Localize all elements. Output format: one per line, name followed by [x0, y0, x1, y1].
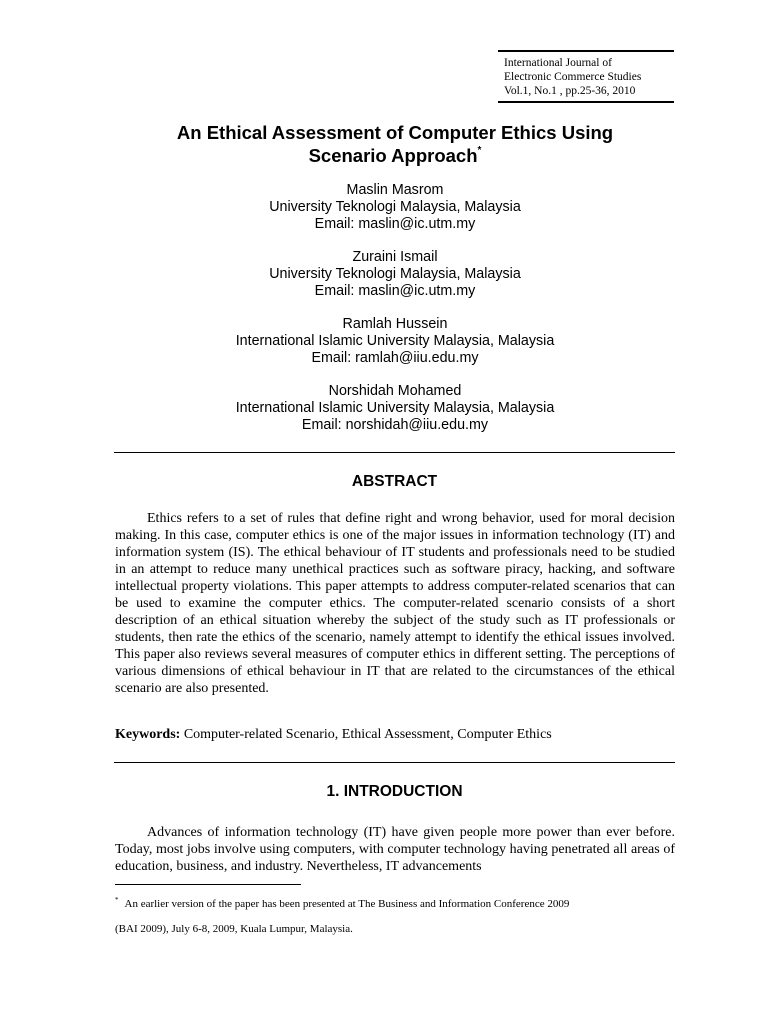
introduction-text: Advances of information technology (IT) have given people more power than ever before. Today, most jobs involve using computers, with computer technology having penetrated all areas of education, business, and industry. Nevertheless, IT advancements [115, 825, 675, 874]
author-block [120, 316, 670, 367]
journal-name-line1: International Journal of [504, 57, 612, 69]
author-name: Zuraini Ismail [352, 249, 438, 265]
introduction-heading: 1. INTRODUCTION [326, 783, 463, 800]
author-name: Maslin Masrom [346, 182, 444, 198]
author-email: Email: norshidah@iiu.edu.my [301, 417, 489, 433]
footnote-line1 [115, 892, 675, 917]
footnote-rule [115, 884, 301, 885]
author-name: Ramlah Hussein [342, 316, 448, 332]
footnote-line1-text: An earlier version of the paper has been presented at The Business and Information Conference 2009 [124, 898, 570, 910]
author-affiliation: University Teknologi Malaysia, Malaysia [269, 266, 521, 282]
journal-citation-box [498, 50, 674, 103]
author-affiliation: University Teknologi Malaysia, Malaysia [269, 199, 521, 215]
author-list [120, 182, 670, 450]
author-block [120, 249, 670, 300]
author-email: Email: maslin@ic.utm.my [314, 216, 476, 232]
journal-volume-line: Vol.1, No.1 , pp.25-36, 2010 [504, 85, 636, 97]
keywords [115, 726, 675, 743]
journal-name-line2: Electronic Commerce Studies [504, 71, 642, 83]
author-affiliation: International Islamic University Malaysia, Malaysia [235, 400, 555, 416]
keywords-label: Keywords: [115, 727, 181, 742]
author-email: Email: maslin@ic.utm.my [314, 283, 476, 299]
title-line2 [120, 144, 670, 167]
footnote-mark: * [115, 896, 119, 904]
title-line1: An Ethical Assessment of Computer Ethics Using [176, 122, 614, 143]
abstract-heading: ABSTRACT [351, 473, 438, 490]
author-block [120, 383, 670, 434]
title-footnote-mark: * [477, 145, 482, 156]
author-affiliation: International Islamic University Malaysia, Malaysia [235, 333, 555, 349]
keywords-text: Computer-related Scenario, Ethical Assessment, Computer Ethics [183, 727, 552, 742]
title-line2-text: Scenario Approach [308, 145, 478, 166]
author-name: Norshidah Mohamed [328, 383, 462, 399]
footnote-line2: (BAI 2009), July 6-8, 2009, Kuala Lumpur, Malaysia. [115, 923, 353, 935]
author-email: Email: ramlah@iiu.edu.my [311, 350, 479, 366]
abstract-text: Ethics refers to a set of rules that define right and wrong behavior, used for moral decision making. In this case, computer ethics is one of the major issues in information technology (IT) and information system (IS). The ethical behaviour of IT students and professionals need to be studied in an attempt to reduce many unethical practices such as software piracy, hacking, and software intellectual property violations. This paper attempts to address computer-related scenarios that can be used to examine the computer ethics. The computer-related scenario consists of a short description of an ethical situation whereby the subject of the study such as IT professionals or students, then rate the ethics of the scenario, namely attempt to identify the ethical issues involved. This paper also reviews several measures of computer ethics in different setting. The perceptions of various dimensions of ethical behaviour in IT that are related to the circumstances of the ethical scenario are also presented. [115, 511, 675, 696]
paper-title [120, 121, 670, 167]
abstract-bottom-rule [114, 762, 675, 763]
author-block [120, 182, 670, 233]
footnote [115, 892, 675, 942]
abstract-top-rule [114, 452, 675, 453]
